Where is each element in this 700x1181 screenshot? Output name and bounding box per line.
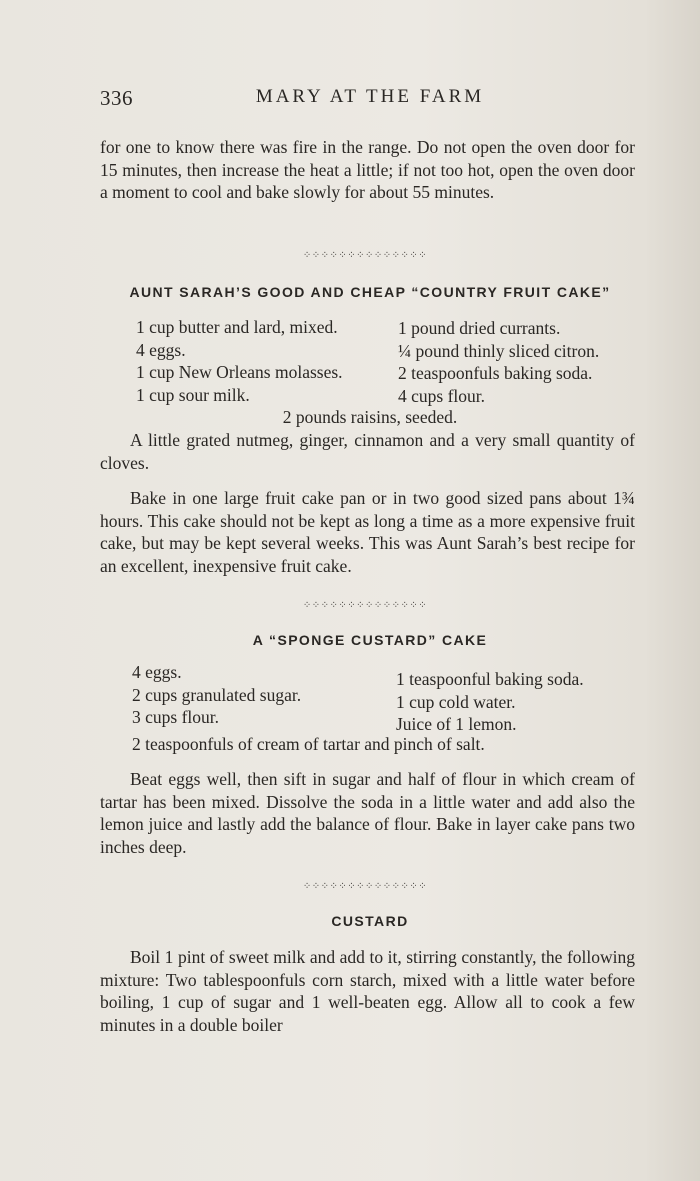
ingredient-line: 1 pound dried currants. [398, 318, 561, 338]
ingredient-line: 1 cup New Orleans molasses. [136, 362, 343, 382]
fruit-cake-title: AUNT SARAH’S GOOD AND CHEAP “COUNTRY FRUIT CAKE” [129, 284, 611, 300]
fruit-cake-centered-ingredient: 2 pounds raisins, seeded. [282, 407, 458, 427]
sponge-cake-method: Beat eggs well, then sift in sugar and half of flour in which cream of tartar has been mixed. Dissolve the soda in a little water and add also the lemon juice and lastly add the balance of flour. Bake in layer cake pans two inches deep. [100, 769, 635, 857]
ingredient-line: 2 cups granulated sugar. [132, 684, 302, 705]
ingredient-line: 4 eggs. [132, 662, 182, 682]
ingredient-line: 2 teaspoonfuls baking soda. [398, 363, 593, 383]
ingredient-line: 4 cups flour. [398, 385, 486, 406]
ingredient-line: 4 eggs. [136, 339, 186, 360]
ingredient-line: 1 cup butter and lard, mixed. [136, 317, 338, 337]
ornament-divider-3: ⁘⁘⁘⁘⁘⁘⁘⁘⁘⁘⁘⁘⁘⁘ [302, 881, 428, 892]
sponge-cake-ingredients-right [396, 668, 584, 736]
ingredient-line: ¼ pound thinly sliced citron. [398, 340, 600, 361]
ingredient-line: 1 cup sour milk. [136, 384, 250, 405]
ornament-divider-2: ⁘⁘⁘⁘⁘⁘⁘⁘⁘⁘⁘⁘⁘⁘ [302, 600, 428, 611]
running-title: MARY AT THE FARM [255, 86, 485, 107]
page-header [100, 86, 640, 116]
page-number: 336 [100, 86, 133, 110]
sponge-cake-full-line: 2 teaspoonfuls of cream of tartar and pinch of salt. [132, 734, 485, 754]
ingredient-line: 1 cup cold water. [396, 691, 516, 712]
custard-method: Boil 1 pint of sweet milk and add to it, stirring constantly, the following mixture: Two tablespoonfuls corn starch, mixed with a little water before boiling, 1 cup of sugar and 1 well-beaten egg. Allow all to cook a few minutes in a double boiler [100, 947, 635, 1035]
fruit-cake-spices: A little grated nutmeg, ginger, cinnamon and a very small quantity of cloves. [100, 430, 635, 473]
custard-title: CUSTARD [331, 913, 409, 929]
ingredient-line: Juice of 1 lemon. [396, 714, 517, 734]
sponge-cake-ingredients-left [132, 661, 301, 729]
fruit-cake-method: Bake in one large fruit cake pan or in two good sized pans about 1¾ hours. This cake should not be kept as long a time as a more expensive fruit cake, but may be kept several weeks. This was Aunt Sarah’s best recipe for an excellent, inexpensive fruit cake. [100, 488, 635, 576]
sponge-cake-title: A “SPONGE CUSTARD” CAKE [252, 632, 488, 648]
fruit-cake-ingredients-left [136, 316, 343, 406]
fruit-cake-ingredients-right [398, 317, 599, 407]
ingredient-line: 3 cups flour. [132, 707, 220, 727]
ingredient-line: 1 teaspoonful baking soda. [396, 669, 584, 689]
intro-paragraph: for one to know there was fire in the range. Do not open the oven door for 15 minutes, then increase the heat a little; if not too hot, open the oven door a moment to cool and bake slowly for about 55 minutes. [100, 137, 635, 202]
ornament-divider-1: ⁘⁘⁘⁘⁘⁘⁘⁘⁘⁘⁘⁘⁘⁘ [302, 250, 428, 261]
